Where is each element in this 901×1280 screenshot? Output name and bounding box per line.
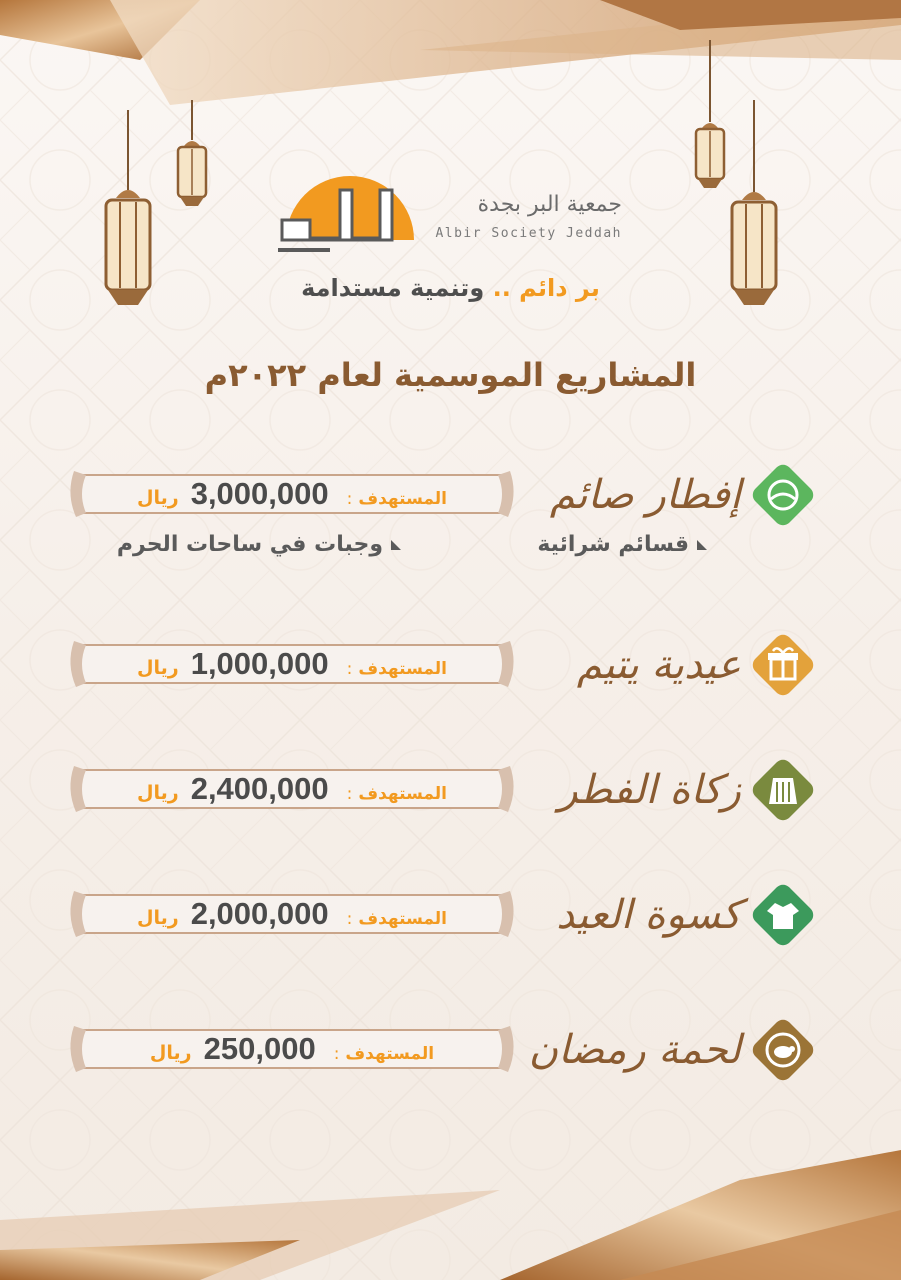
target-label: المستهدف (358, 784, 447, 804)
target-separator: : (333, 1044, 340, 1064)
top-gold-banner (0, 0, 901, 110)
target-ribbon (66, 635, 518, 693)
target-ribbon (66, 465, 518, 523)
target-ribbon (66, 760, 518, 818)
shirt-icon (747, 879, 819, 951)
target-text (66, 465, 518, 523)
bullet-triangle-icon (391, 540, 401, 550)
grain-sack-icon (747, 754, 819, 826)
target-label: المستهدف (358, 909, 447, 929)
target-label: المستهدف (345, 1044, 435, 1064)
slogan-part2: وتنمية مستدامة (301, 274, 485, 302)
detail-item-meals (117, 532, 401, 557)
target-ribbon (66, 885, 518, 943)
target-amount: 1,000,000 (190, 646, 329, 681)
currency: ريال (137, 657, 179, 679)
target-text (66, 635, 518, 693)
target-amount: 2,000,000 (190, 896, 329, 931)
org-name-english: Albir Society Jeddah (435, 226, 622, 241)
detail-text: قسائم شرائية (537, 532, 689, 557)
org-logo (270, 150, 640, 260)
project-name: لحمة رمضان (528, 1027, 741, 1073)
target-ribbon (66, 1020, 518, 1078)
currency: ريال (137, 487, 179, 509)
target-amount: 2,400,000 (190, 771, 329, 806)
target-label: المستهدف (358, 659, 447, 679)
project-name: زكاة الفطر (558, 767, 741, 813)
project-row (0, 1010, 901, 1090)
currency: ريال (149, 1042, 192, 1064)
project-row (0, 455, 901, 535)
target-text (66, 1020, 518, 1078)
currency: ريال (137, 907, 179, 929)
detail-item-vouchers (537, 532, 707, 557)
currency: ريال (137, 782, 179, 804)
target-text (66, 760, 518, 818)
slogan (0, 274, 901, 302)
target-text (66, 885, 518, 943)
org-name-arabic: جمعية البر بجدة (477, 192, 622, 217)
iftar-meal-icon (747, 459, 819, 531)
logo-mark (270, 150, 420, 255)
project-name: إفطار صائم (549, 472, 741, 518)
sheep-crescent-icon (747, 1014, 819, 1086)
target-separator: : (346, 784, 353, 804)
gift-icon (747, 629, 819, 701)
project-row (0, 875, 901, 955)
page-title: المشاريع الموسمية لعام ٢٠٢٢م (204, 356, 697, 394)
bullet-triangle-icon (697, 540, 707, 550)
project-name: عيدية يتيم (576, 642, 741, 688)
project-name: كسوة العيد (556, 892, 741, 938)
project-row (0, 750, 901, 830)
bottom-gold-banner (0, 1150, 901, 1280)
target-amount: 250,000 (203, 1031, 316, 1066)
detail-text: وجبات في ساحات الحرم (116, 532, 383, 557)
target-separator: : (346, 909, 353, 929)
project-row (0, 625, 901, 705)
slogan-part1: بر دائم .. (492, 274, 600, 302)
target-separator: : (346, 659, 353, 679)
lantern-left-small (172, 100, 212, 210)
target-amount: 3,000,000 (190, 476, 329, 511)
target-label: المستهدف (358, 489, 447, 509)
target-separator: : (346, 489, 353, 509)
